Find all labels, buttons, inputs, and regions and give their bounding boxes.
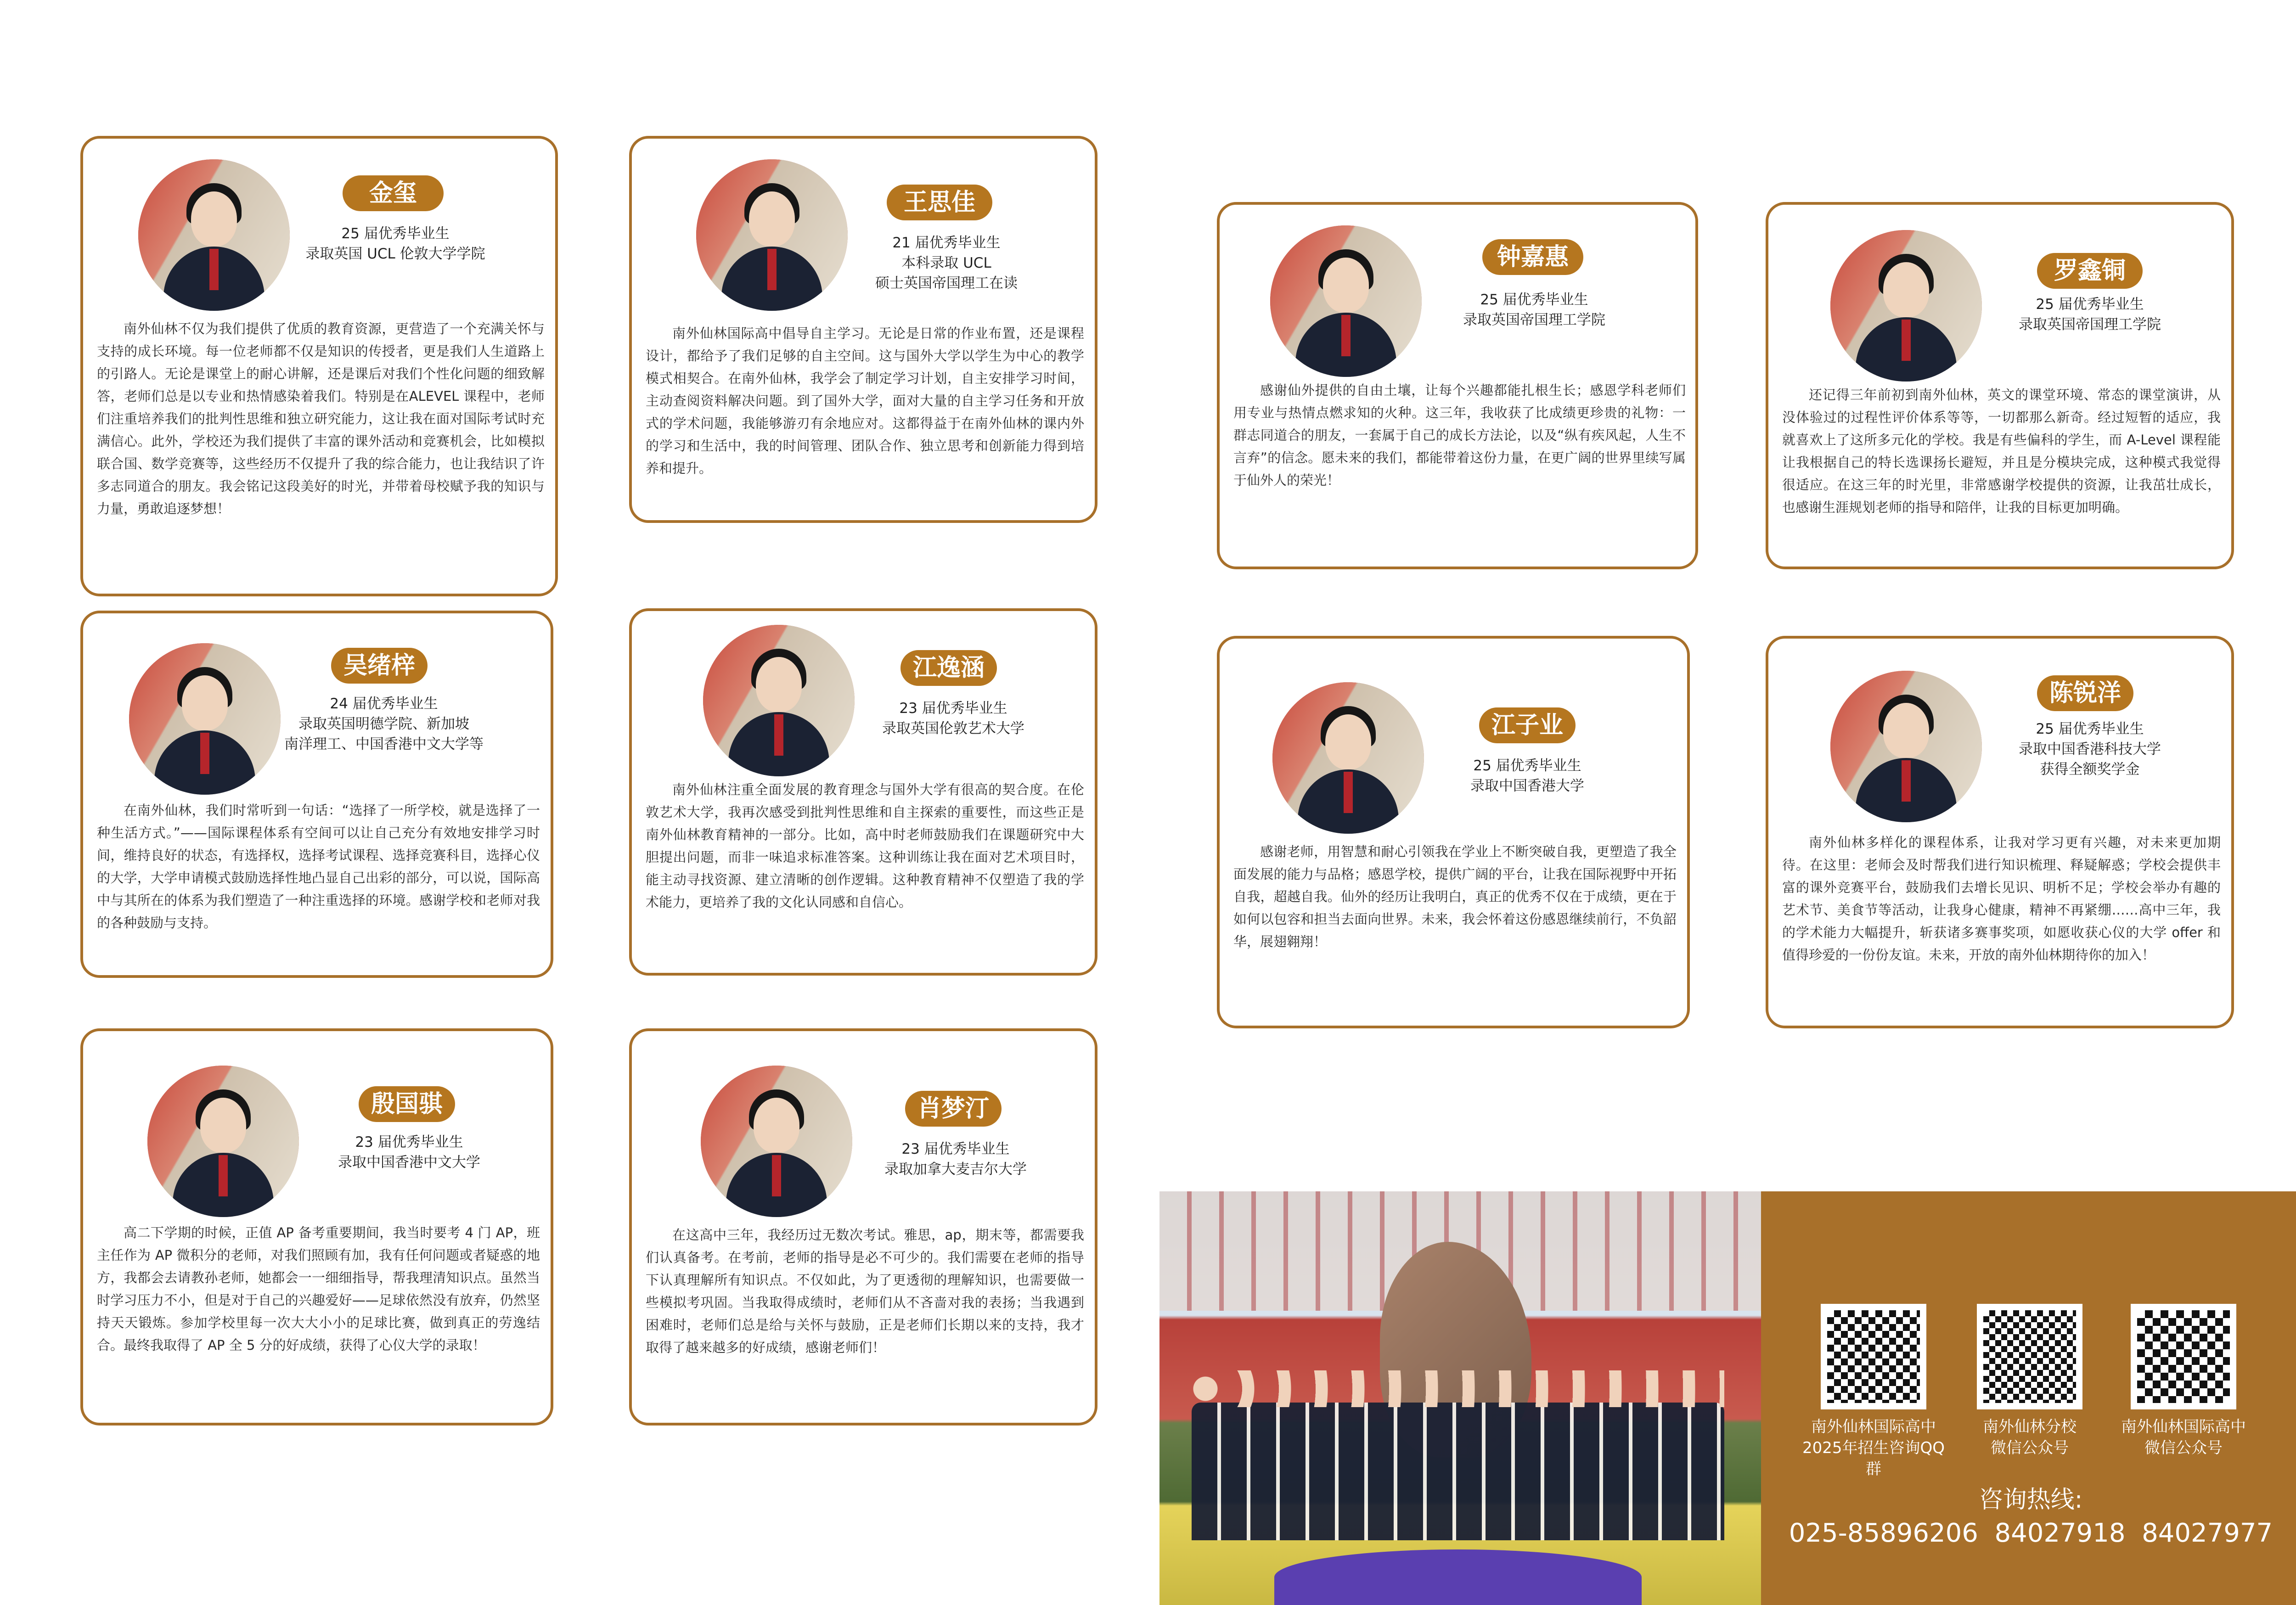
- student-card: [80, 136, 558, 596]
- qr-code[interactable]: [1821, 1304, 1926, 1409]
- student-card: [1766, 202, 2234, 569]
- student-photo: [696, 159, 848, 311]
- student-photo: [701, 1066, 852, 1217]
- student-story: 南外仙林国际高中倡导自主学习。无论是日常的作业布置，还是课程设计，都给予了我们足够的自主空间。这与国外大学以学生为中心的教学模式相契合。在南外仙林，我学会了制定学习计划，自主安排学习时间，主动查阅资料解决问题。到了国外大学，面对大量的自主学习任务和开放式的学术问题，我能够游刃有余地应对。这都得益于在南外仙林的课内外的学习和生活中，我的时间管理、团队合作、独立思考和创新能力得到培养和提升。: [646, 325, 1084, 476]
- student-photo: [138, 159, 290, 311]
- hotline-label: 咨询热线:: [1979, 1486, 2083, 1514]
- student-photo: [703, 625, 855, 776]
- student-card: [629, 1028, 1097, 1425]
- student-meta: 25 届优秀毕业生 录取英国帝国理工学院: [2019, 296, 2161, 333]
- student-name: 金玺: [343, 175, 444, 211]
- student-story: 在南外仙林，我们时常听到一句话：“选择了一所学校，就是选择了一种生活方式。”——国际课程体系有空间可以让自己充分有效地安排学习时间，维持良好的状态，有选择权，选择考试课程、选择竞赛科目，选择心仪的大学，大学申请模式鼓励选择性地凸显自己出彩的部分，可以说，国际高中与其所在的体系为我们塑造了一种注重选择的环境。感谢学校和老师对我的各种鼓励与支持。: [97, 802, 540, 931]
- qr-caption: 南外仙林国际高中 2025年招生咨询QQ群: [1802, 1418, 1945, 1478]
- student-story: 感谢老师，用智慧和耐心引领我在学业上不断突破自我，更塑造了我全面发展的能力与品格；感恩学校，提供广阔的平台，让我在国际视野中开拓自我，超越自我。仙外的经历让我明白，真正的优秀不仅在于成绩，更在于如何以包容和担当去面向世界。未来，我会怀着这份感恩继续前行，不负韶华，展翅翱翔！: [1233, 844, 1677, 949]
- student-photo: [129, 643, 281, 795]
- contact-panel: [1761, 1191, 2296, 1605]
- student-meta: 25 届优秀毕业生 录取英国帝国理工学院: [1463, 292, 1605, 328]
- qr-code[interactable]: [2131, 1304, 2236, 1409]
- student-story: 在这高中三年，我经历过无数次考试。雅思，ap，期末等，都需要我们认真备考。在考前，老师的指导是必不可少的。我们需要在老师的指导下认真理解所有知识点。不仅如此，为了更透彻的理解知识，也需要做一些模拟考巩固。当我取得成绩时，老师们从不吝啬对我的表扬；当我遇到困难时，老师们总是给与关怀与鼓励，正是老师们长期以来的支持，我才取得了越来越多的好成绩，感谢老师们！: [646, 1227, 1084, 1355]
- student-card: [1217, 636, 1690, 1028]
- student-meta: 25 届优秀毕业生 录取中国香港大学: [1470, 758, 1584, 794]
- student-name: 罗鑫铜: [2037, 253, 2143, 289]
- student-meta: 23 届优秀毕业生 录取中国香港中文大学: [338, 1134, 480, 1171]
- student-photo: [1830, 230, 1982, 382]
- student-name: 王思佳: [887, 185, 992, 220]
- student-meta: 21 届优秀毕业生 本科录取 UCL 硕士英国帝国理工在读: [875, 235, 1018, 292]
- student-name: 肖梦汀: [905, 1091, 1002, 1127]
- student-meta: 24 届优秀毕业生 录取英国明德学院、新加坡 南洋理工、中国香港中文大学等: [284, 696, 484, 752]
- student-meta: 23 届优秀毕业生 录取英国伦敦艺术大学: [882, 700, 1024, 737]
- student-name: 殷国骐: [359, 1086, 455, 1122]
- student-card: [1766, 636, 2234, 1028]
- qr-caption: 南外仙林分校 微信公众号: [1983, 1418, 2077, 1457]
- hotline-numbers: 025-85896206 84027918 84027977: [1789, 1518, 2273, 1548]
- student-story: 还记得三年前初到南外仙林，英文的课堂环境、常态的课堂演讲，从没体验过的过程性评价体系等等，一切都那么新奇。经过短暂的适应，我就喜欢上了这所多元化的学校。我是有些偏科的学生，而 A-Level 课程能让我根据自己的特长选课扬长避短，并且是分模块完成，这种模式我觉得很适应。在这三年的时光里，非常感谢学校提供的资源，让我茁壮成长，也感谢生涯规划老师的指导和陪伴，让我的目标更加明确。: [1782, 387, 2221, 515]
- student-name: 江逸涵: [900, 650, 997, 686]
- student-card: [1217, 202, 1698, 569]
- student-photo: [1830, 671, 1982, 822]
- student-story: 南外仙林不仅为我们提供了优质的教育资源，更营造了一个充满关怀与支持的成长环境。每一位老师都不仅是知识的传授者，更是我们人生道路上的引路人。无论是课堂上的耐心讲解，还是课后对我们个性化问题的细致解答，老师们总是以专业和热情感染着我们。特别是在ALEVEL 课程中，老师们注重培养我们的批判性思维和独立研究能力，这让我在面对国际考试时充满信心。此外，学校还为我们提供了丰富的课外活动和竞赛机会，比如模拟联合国、数学竞赛等，这些经历不仅提升了我的综合能力，也让我结识了许多志同道合的朋友。我会铭记这段美好的时光，并带着母校赋予我的知识与力量，勇敢追逐梦想！: [97, 321, 545, 516]
- student-name: 钟嘉惠: [1482, 239, 1583, 275]
- student-story: 感谢仙外提供的自由土壤，让每个兴趣都能扎根生长；感恩学科老师们用专业与热情点燃求知的火种。这三年，我收获了比成绩更珍贵的礼物：一群志同道合的朋友，一套属于自己的成长方法论，以及“纵有疾风起，人生不言弃”的信念。愿未来的我们，都能带着这份力量，在更广阔的世界里续写属于仙外人的荣光！: [1233, 382, 1686, 488]
- student-photo: [147, 1066, 299, 1217]
- student-story: 高二下学期的时候，正值 AP 备考重要期间，我当时要考 4 门 AP，班主任作为 AP 微积分的老师，对我们照顾有加，我有任何问题或者疑惑的地方，我都会去请教孙老师，她都会一一细细指导，帮我理清知识点。虽然当时学习压力不小，但是对于自己的兴趣爱好——足球依然没有放弃，仍然坚持天天锻炼。参加学校里每一次大大小小的足球比赛，做到真正的劳逸结合。最终我取得了 AP 全 5 分的好成绩，获得了心仪大学的录取！: [97, 1225, 540, 1353]
- student-meta: 23 届优秀毕业生 录取加拿大麦吉尔大学: [884, 1141, 1027, 1178]
- student-card: [80, 611, 553, 978]
- student-story: 南外仙林注重全面发展的教育理念与国外大学有很高的契合度。在伦敦艺术大学，我再次感受到批判性思维和自主探索的重要性，而这些正是南外仙林教育精神的一部分。比如，高中时老师鼓励我们在课题研究中大胆提出问题，而非一味追求标准答案。这种训练让我在面对艺术项目时，能主动寻找资源、建立清晰的创作逻辑。这种教育精神不仅塑造了我的学术能力，更培养了我的文化认同感和自信心。: [646, 782, 1084, 910]
- student-card: [629, 136, 1097, 523]
- student-photo: [1270, 225, 1422, 377]
- student-photo: [1272, 682, 1424, 834]
- student-name: 吴绪梓: [331, 648, 428, 684]
- student-card: [629, 608, 1097, 976]
- student-card: [80, 1028, 553, 1425]
- qr-code[interactable]: [1977, 1304, 2082, 1409]
- student-meta: 25 届优秀毕业生 录取英国 UCL 伦敦大学学院: [305, 225, 485, 262]
- qr-caption: 南外仙林国际高中 微信公众号: [2121, 1418, 2246, 1457]
- student-story: 南外仙林多样化的课程体系，让我对学习更有兴趣，对未来更加期待。在这里：老师会及时帮我们进行知识梳理、释疑解惑；学校会提供丰富的课外竞赛平台，鼓励我们去增长见识、明析不足；学校会举办有趣的艺术节、美食节等活动，让我身心健康，精神不再紧绷……高中三年，我的学术能力大幅提升，斩获诸多赛事奖项，如愿收获心仪的大学 offer 和值得珍爱的一份份友谊。未来，开放的南外仙林期待你的加入！: [1782, 835, 2221, 963]
- group-photo: [1159, 1191, 1761, 1605]
- student-name: 陈锐洋: [2037, 675, 2133, 711]
- student-name: 江子业: [1479, 707, 1576, 743]
- student-meta: 25 届优秀毕业生 录取中国香港科技大学 获得全额奖学金: [2019, 721, 2161, 778]
